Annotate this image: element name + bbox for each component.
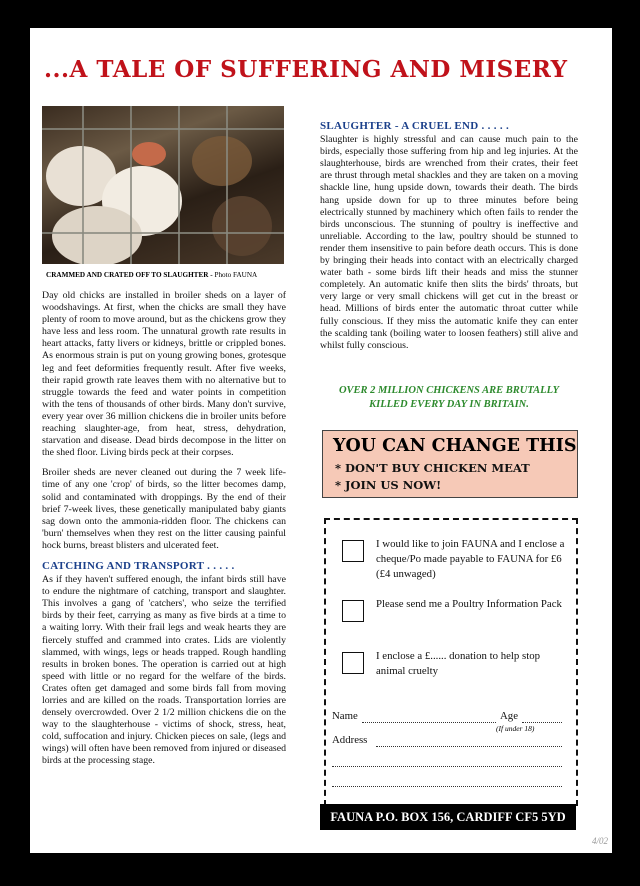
body-paragraph: Broiler sheds are never cleaned out during the 7 week life-time of any one 'crop' of birds, so the litter becomes damp, solid and contaminated with droppings. By the end of their brief 7-week lives, these genetically manipulated baby giants sag down onto the ammonia-ridden floor. The chickens can 'burn' themselves when they rest on the litter causing painful hock burns, breast blisters and ulcerated feet. xyxy=(42,467,286,551)
call-to-action-title: YOU CAN CHANGE THIS xyxy=(333,436,577,456)
join-checkbox[interactable] xyxy=(342,540,364,562)
call-to-action-item: * DON'T BUY CHICKEN MEAT xyxy=(335,461,530,475)
chicken-head-shape xyxy=(132,142,166,166)
address-field-line2[interactable] xyxy=(332,766,562,767)
chicken-shape xyxy=(52,206,142,264)
section-heading-catching: CATCHING AND TRANSPORT . . . . . xyxy=(42,559,235,572)
headline: ...A TALE OF SUFFERING AND MISERY xyxy=(44,56,568,83)
body-paragraph: Slaughter is highly stressful and can cause much pain to the birds, especially those suffering from hip and leg injuries. At the slaughterhouse, birds are wrenched from their crates, their feet are thrust through metal shackles and they are taken on a moving shackle line, hung upside down, towards their death. The birds hang upside down for up to three minutes before being electrically stunned by machinery which often fails to render the birds unconscious. The stunning of poultry is ineffective and unreliable. According to the law, poultry should be stunned to render them insensitive to pain before death occurs. This is done by bringing their heads into contact with an electrically charged water bath - some birds lift their heads and miss the stunner completely. An automatic knife then slits the birds' throats, but very large or very small chickens will get cut in the breast or head. Millions of birds enter the automatic throat cutter while fully conscious. If they miss the automatic knife they can enter the scalding tank (boiling water to loosen feathers) still alive and whilst fully conscious. xyxy=(320,134,578,351)
coupon-option-label: I enclose a £...... donation to help stop animal cruelty xyxy=(376,650,541,677)
chicken-shape xyxy=(192,136,252,186)
age-field[interactable] xyxy=(522,722,562,723)
body-paragraph: Day old chicks are installed in broiler sheds on a layer of woodshavings. At first, when the chicks are small they have plenty of room to move around, but as the chickens grow they have less and less room. The unnatural growth rate results in heart attacks, fatty livers or kidneys, brittle or crippled bones. As enormous strain is put on young growing bones, grotesque leg and feet deformities frequently result. After five weeks, their rapid growth rate leaves them with no alternative but to struggle towards the feed and water points in competition with the tens of thousands of other birds. Many don't survive, every year over 36 million chickens die in broiler units before reaching slaughter-age, from heat, stress, dehydration, starvation and disease. Dead birds decompose in the litter on the shed floor. Living birds peck at their corpses. xyxy=(42,290,286,459)
call-to-action-item: * JOIN US NOW! xyxy=(335,478,442,492)
body-paragraph: As if they haven't suffered enough, the infant birds still have to endure the nightmare of catching, transport and slaughter. This involves a gang of 'catchers', who seize the terrified birds by their feet, carrying as many as five birds at a time to a waiting lorry. With their frail legs and weak hearts they are fiercely stuffed and crammed into crates. Lids are violently slammed, with wings, legs or heads trapped. Rough handling results in broken bones. The operation is carried out at high speed with little or no regard for the welfare of the birds. Crates often get damaged and some birds fall from moving lorries and are killed on the roads. Transportation lorries are densely overcrowded. Over 2 1/2 million chickens die on the way to the slaughterhouse - victims of shock, stress, heat, cold, suffocation and injury. Chicken pieces on sale, (legs and wings) will often have been removed from injured or diseased birds at the processing stage. xyxy=(42,574,286,767)
highlight-statement: OVER 2 MILLION CHICKENS ARE BRUTALLY KILLED EVERY DAY IN BRITAIN. xyxy=(338,385,560,410)
donation-checkbox[interactable] xyxy=(342,652,364,674)
archive-reference: 4/02 xyxy=(592,836,609,846)
photo-credit: Photo FAUNA xyxy=(214,271,258,279)
address-field-line3[interactable] xyxy=(332,786,562,787)
age-label: Age xyxy=(500,710,518,722)
call-to-action-box xyxy=(322,430,578,498)
address-field[interactable] xyxy=(376,746,562,747)
membership-coupon xyxy=(324,518,578,806)
chicken-shape xyxy=(212,196,272,256)
chickens-in-crate-photo xyxy=(42,106,284,264)
photo-caption: CRAMMED AND CRATED OFF TO SLAUGHTER - Photo FAUNA xyxy=(46,271,258,279)
contact-address-bar: FAUNA P.O. BOX 156, CARDIFF CF5 5YD xyxy=(320,804,576,830)
leaflet-page xyxy=(30,28,612,853)
coupon-option-label: I would like to join FAUNA and I enclose a cheque/Po made payable to FAUNA for £6 (£4 unwaged) xyxy=(376,538,565,580)
address-label: Address xyxy=(332,734,368,746)
name-field[interactable] xyxy=(362,722,496,723)
info-pack-checkbox[interactable] xyxy=(342,600,364,622)
right-column xyxy=(320,118,578,360)
section-heading-slaughter: SLAUGHTER - A CRUEL END . . . . . xyxy=(320,120,509,132)
left-column xyxy=(42,290,286,776)
name-label: Name xyxy=(332,710,358,722)
age-note: (If under 18) xyxy=(496,724,535,733)
coupon-option-label: Please send me a Poultry Information Pack xyxy=(376,598,562,610)
